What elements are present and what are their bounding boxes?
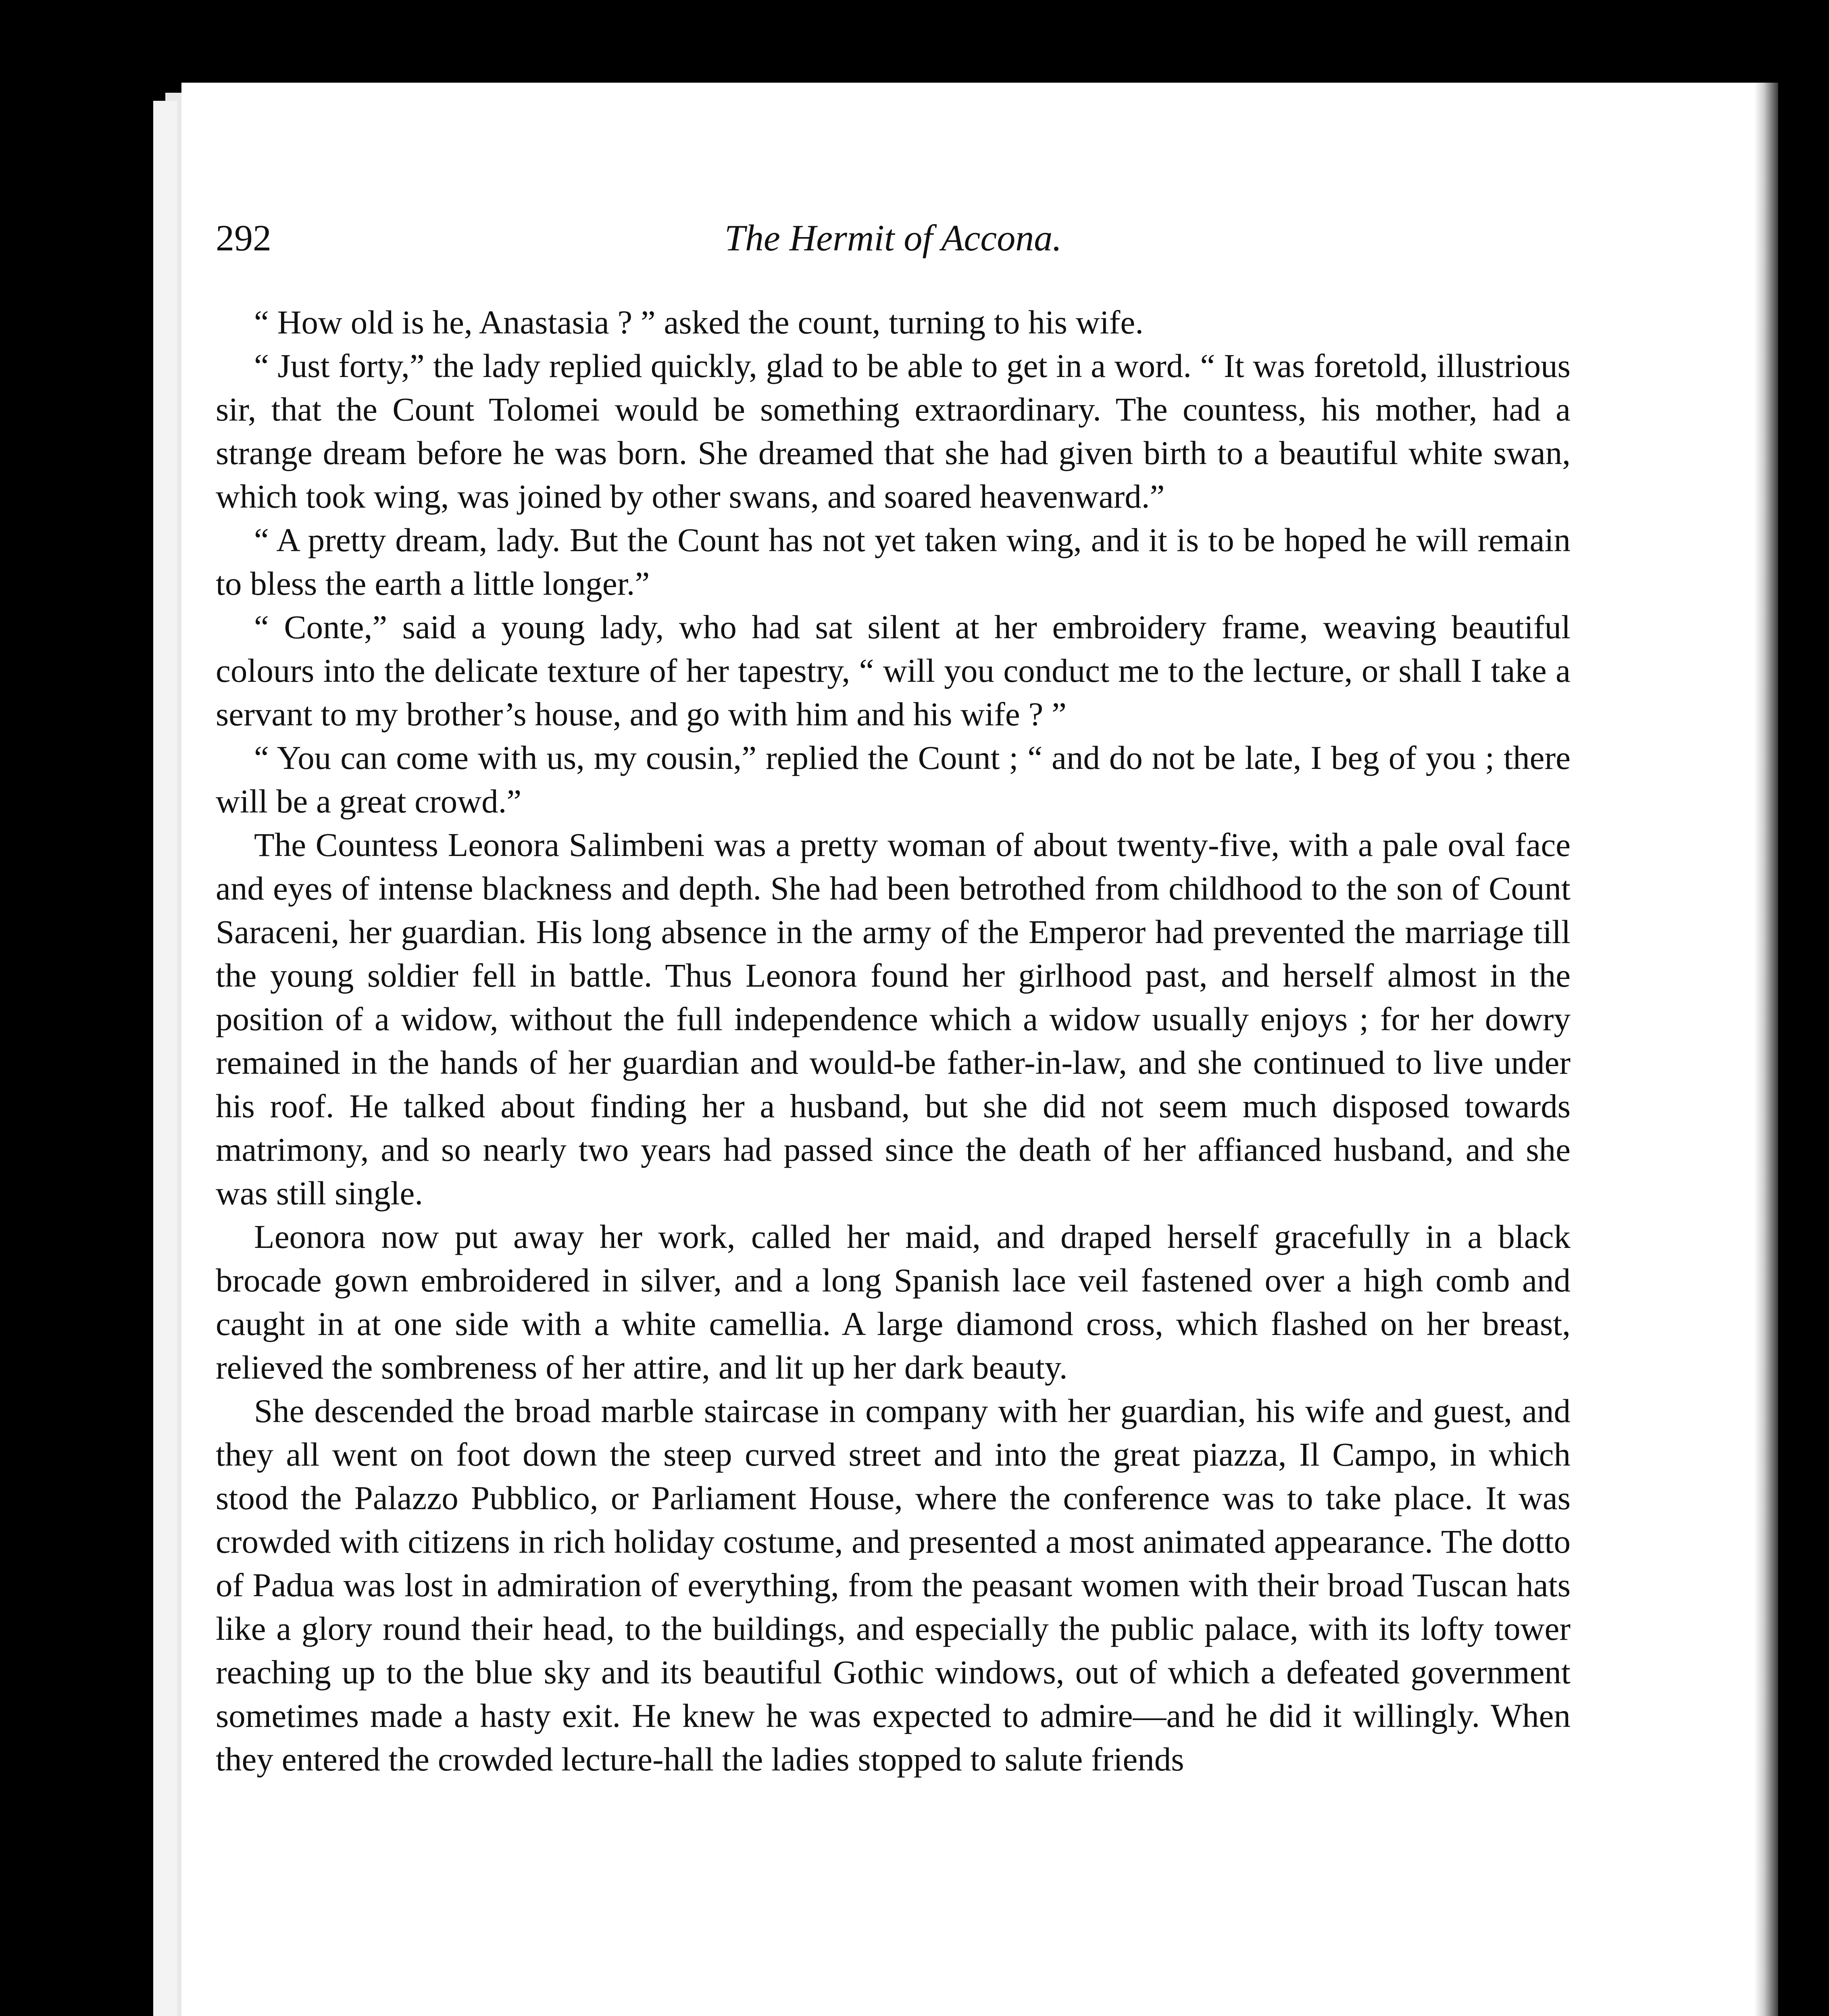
paragraph: Leonora now put away her work, called her maid, and draped herself gracefully in a black brocade gown embroidered in silver, and a long Spanish lace veil fastened over a high comb and caught in at one side with a white camellia. A large diamond cross, which flashed on her breast, relieved the sombreness of her attire, and lit up her dark beauty. (216, 1218, 1571, 1386)
paragraph: “ Conte,” said a young lady, who had sat silent at her embroidery frame, weaving beautiful colours into the delicate texture of her tapestry, “ will you conduct me to the lecture, or shall I take a servant to my brother’s house, and go with him and his wife ? ” (216, 608, 1571, 733)
page-number: 292 (216, 217, 271, 258)
paragraph: “ You can come with us, my cousin,” replied the Count ; “ and do not be late, I beg of you ; there will be a great crowd.” (216, 739, 1571, 820)
running-title: The Hermit of Accona. (724, 217, 1062, 258)
page-header (216, 198, 1571, 278)
binding-gutter (1754, 83, 1778, 2016)
paragraph: The Countess Leonora Salimbeni was a pretty woman of about twenty-five, with a pale oval face and eyes of intense blackness and depth. She had been betrothed from childhood to the son of Count Saraceni, her guardian. His long absence in the army of the Emperor had prevented the marriage till the young soldier fell in battle. Thus Leonora found her girlhood past, and herself almost in the position of a widow, without the full independence which a widow usually enjoys ; for her dowry remained in the hands of her guardian and would-be father-in-law, and she continued to live under his roof. He talked about finding her a husband, but she did not seem much disposed towards matrimony, and so nearly two years had passed since the death of her affianced husband, and she was still single. (216, 826, 1571, 1212)
paragraph: She descended the broad marble staircase in company with her guardian, his wife and guest, and they all went on foot down the steep curved street and into the great piazza, Il Campo, in which stood the Palazzo Pubblico, or Parliament House, where the conference was to take place. It was crowded with citizens in rich holiday costume, and presented a most animated appearance. The dotto of Padua was lost in admiration of everything, from the peasant women with their broad Tuscan hats like a glory round their head, to the buildings, and especially the public palace, with its lofty tower reaching up to the blue sky and its beautiful Gothic windows, out of which a defeated government sometimes made a hasty exit. He knew he was expected to admire—and he did it willingly. When they entered the crowded lecture-hall the ladies stopped to salute friends (216, 1392, 1571, 1778)
body-text (216, 300, 1571, 1781)
paragraph: “ Just forty,” the lady replied quickly, glad to be able to get in a word. “ It was foretold, illustrious sir, that the Count Tolomei would be something extraordinary. The countess, his mother, had a strange dream before he was born. She dreamed that she had given birth to a beautiful white swan, which took wing, was joined by other swans, and soared heavenward.” (216, 347, 1571, 515)
paragraph: “ A pretty dream, lady. But the Count has not yet taken wing, and it is to be hoped he will remain to bless the earth a little longer.” (216, 521, 1571, 602)
paragraph: “ How old is he, Anastasia ? ” asked the count, turning to his wife. (254, 304, 1144, 341)
page-edge (153, 101, 177, 2016)
